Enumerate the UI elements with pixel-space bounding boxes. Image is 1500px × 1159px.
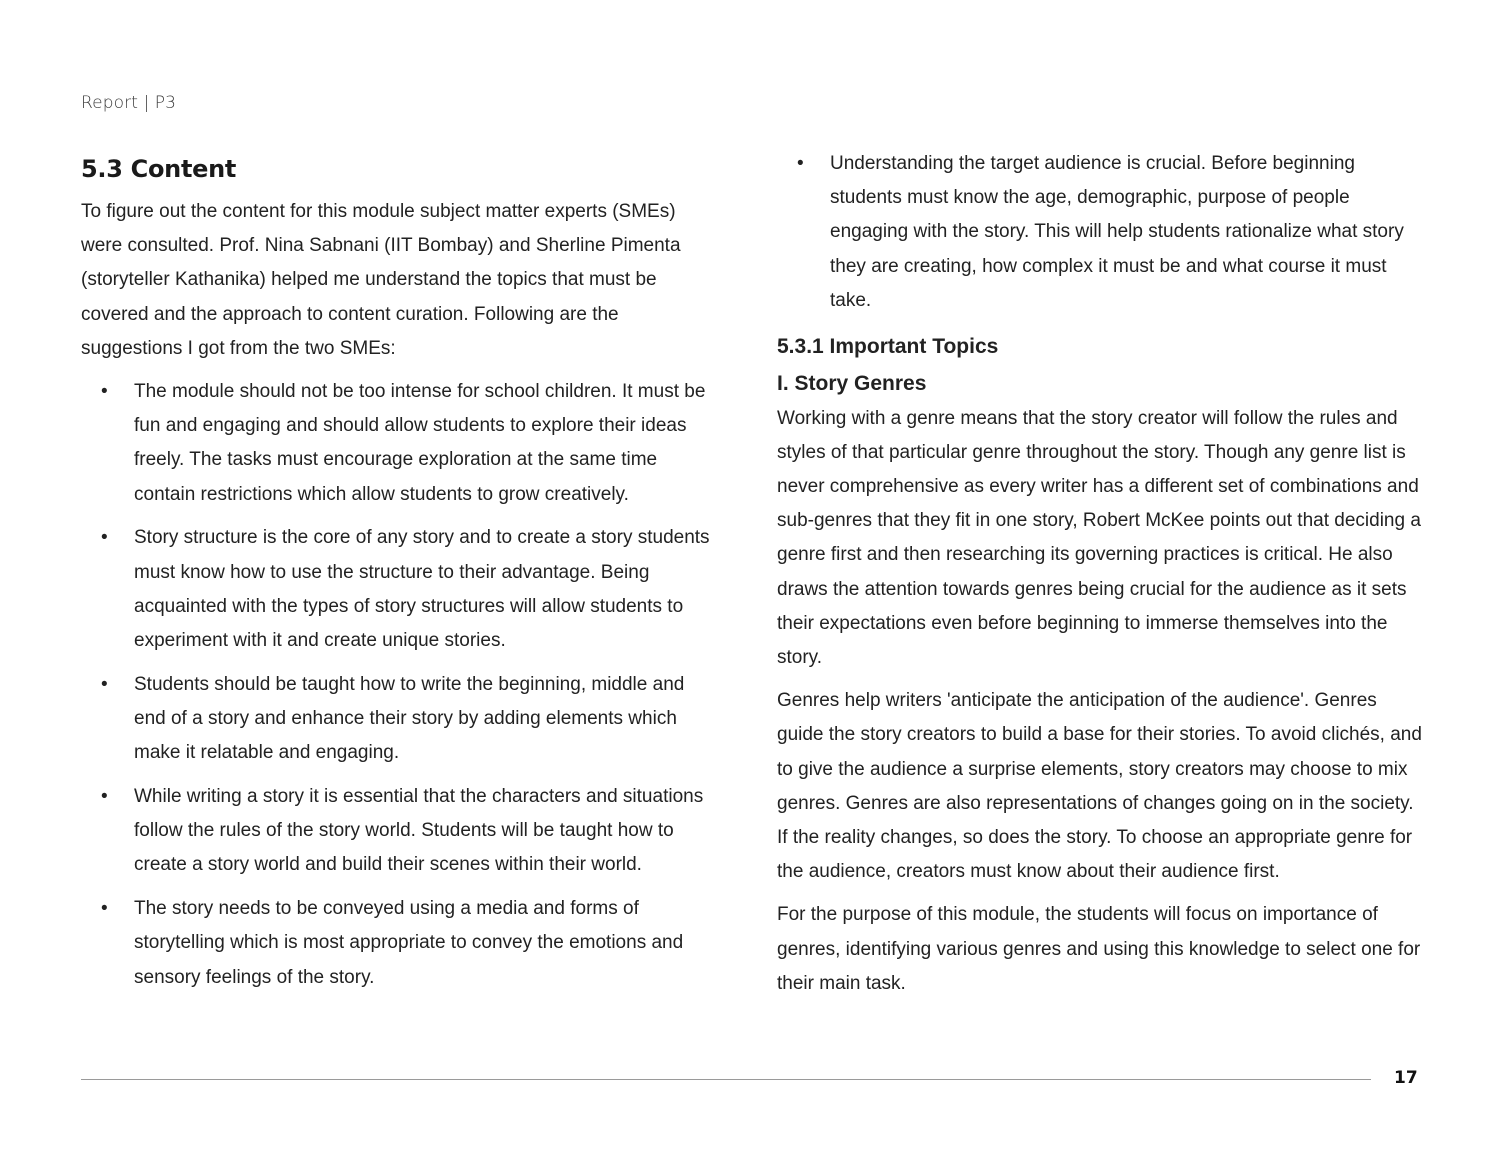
bullet-icon: • — [797, 153, 804, 174]
bullet-icon: • — [101, 673, 108, 695]
bullet-icon: • — [101, 786, 108, 808]
list-item-text: While writing a story it is essential that the characters and situations follow the rules of the story world. Students will be taught how to create a story world and build their scenes within their world. — [134, 786, 704, 876]
list-item-text: Students should be taught how to write the beginning, middle and end of a story and enhance their story by adding elements which make it relatable and engaging. — [134, 673, 685, 764]
page-number: 17 — [1394, 1068, 1418, 1088]
list-item-text: The story needs to be conveyed using a media and forms of storytelling which is most appropriate to convey the emotions and sensory feelings of the story. — [134, 898, 684, 988]
left-column-body — [81, 195, 721, 1004]
bullet-icon: • — [101, 527, 108, 549]
running-header: Report | P3 — [81, 93, 177, 113]
list-item-text: Understanding the target audience is crucial. Before beginning students must know the age, demographic, purpose of people engaging with the story. This will help students rationalize what story they are creating, how complex it must be and what course it must take. — [830, 153, 1404, 311]
footer-divider — [81, 1079, 1371, 1080]
list-item-text: The module should not be too intense for school children. It must be fun and engaging and should allow students to explore their ideas freely. The tasks must encourage exploration at the same time contain restrictions which allow students to grow creatively. — [134, 381, 706, 505]
sme-suggestions-list — [81, 375, 721, 995]
bullet-icon: • — [101, 381, 108, 403]
subsection-title: 5.3.1 Important Topics — [777, 334, 999, 358]
section-title: 5.3 Content — [81, 155, 237, 183]
list-item — [81, 780, 721, 883]
list-item-text: Story structure is the core of any story and to create a story students must know how to use the structure to their advantage. Being acquainted with the types of story structures will allow students to experiment with it and create unique stories. — [134, 527, 710, 652]
body-paragraph: Genres help writers 'anticipate the anticipation of the audience'. Genres guide the story creators to build a base for their stories. To avoid clichés, and to give the audience a surprise elements, story creators may choose to mix genres. Genres are also representations of changes going on in the society. If the reality changes, so does the story. To choose an appropriate genre for the audience, creators must know about their audience first. — [777, 690, 1422, 883]
bullet-icon: • — [101, 898, 108, 920]
list-item — [81, 892, 721, 995]
list-item — [777, 147, 1417, 318]
right-column-body — [777, 147, 1422, 1001]
body-paragraph: For the purpose of this module, the students will focus on importance of genres, identifying various genres and using this knowledge to select one for their main task. — [777, 904, 1421, 994]
list-item — [81, 375, 721, 512]
list-item — [81, 668, 721, 771]
body-paragraph: Working with a genre means that the story creator will follow the rules and styles of that particular genre throughout the story. Though any genre list is never comprehensive as every writer has a different set of combinations and sub-genres that they fit in one story, Robert McKee points out that deciding a genre first and then researching its governing practices is critical. He also draws the attention towards genres being crucial for the audience as it sets their expectations even before beginning to immerse themselves into the story. — [777, 407, 1421, 669]
intro-paragraph: To figure out the content for this module subject matter experts (SMEs) were consulted. Prof. Nina Sabnani (IIT Bombay) and Sherline Pimenta (storyteller Kathanika) helped me understand the topics that must be covered and the approach to content curation. Following are the suggestions I got from the two SMEs: — [81, 201, 681, 359]
list-item — [81, 521, 721, 658]
audience-list — [777, 147, 1417, 318]
topic-title: I. Story Genres — [777, 371, 927, 395]
